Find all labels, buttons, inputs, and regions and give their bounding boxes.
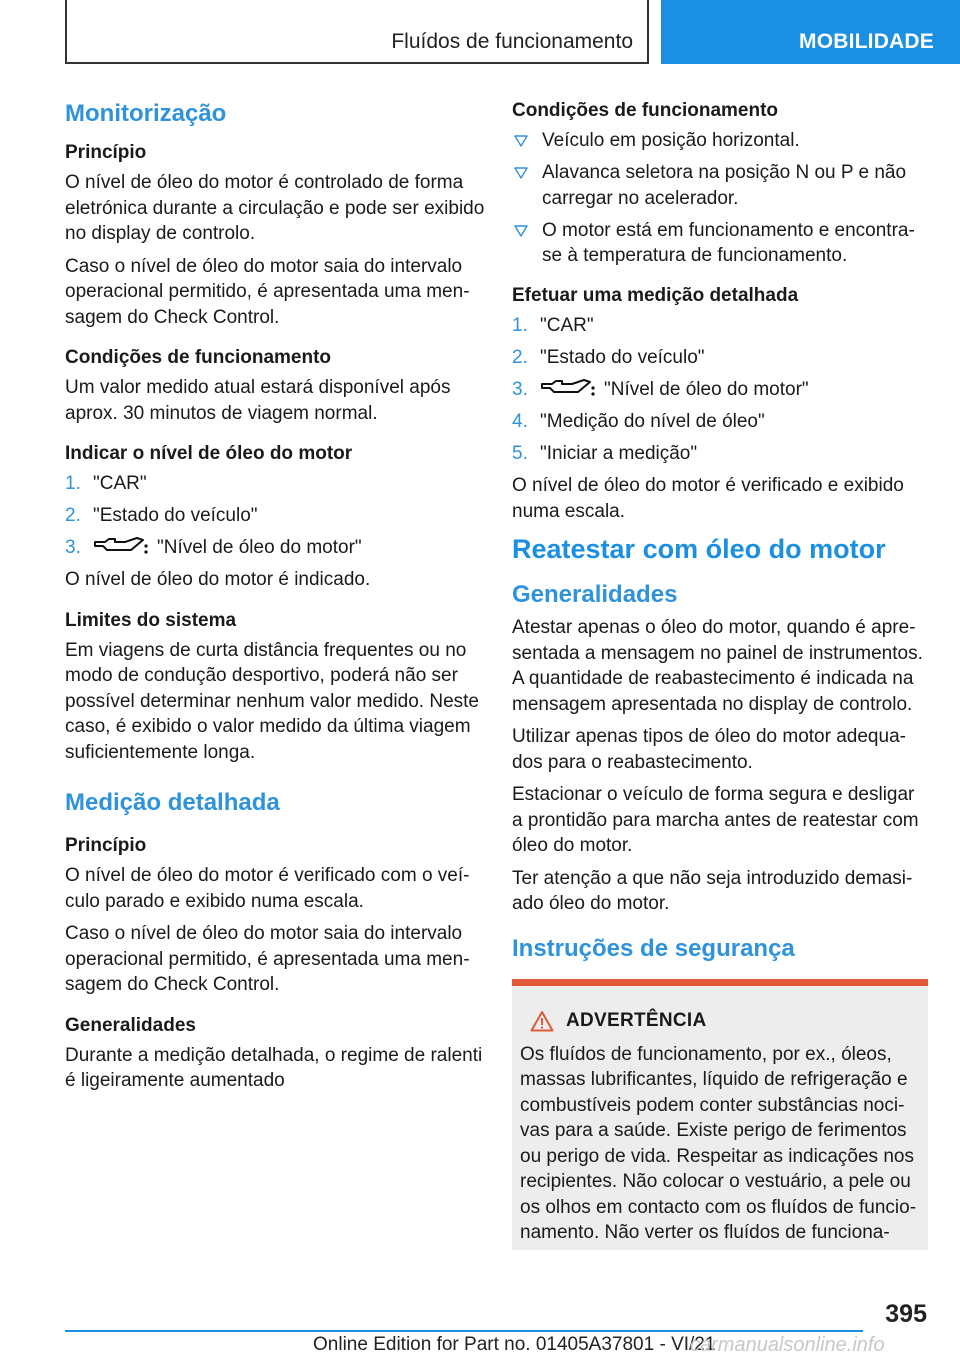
list-item: 5. "Iniciar a medição" <box>512 443 698 464</box>
footer-rule <box>65 1330 863 1332</box>
warning-box <box>512 979 928 1250</box>
limits-heading: Limites do sistema <box>65 609 237 631</box>
list-item: 4. "Medição do nível de óleo" <box>512 411 765 432</box>
measure-steps <box>512 313 928 467</box>
list-item: 1. "CAR" <box>65 473 147 494</box>
general-paragraph-4: Ter atenção a que não seja introduzido demasiado óleo do motor. <box>512 867 913 914</box>
safety-title: Instruções de segurança <box>512 934 795 962</box>
watermark: carmanualsonline.info <box>690 1334 885 1356</box>
principle-paragraph-1: O nível de óleo do motor é controlado de forma eletrónica durante a circulação e pode ser exibido no display de controlo. <box>65 172 485 244</box>
general-paragraph-3: Estacionar o veículo de forma segura e desligar a prontidão para marcha antes de reatestar com óleo do motor. <box>512 784 919 856</box>
list-item: 3. "Nível de óleo do motor" <box>512 379 809 400</box>
monitor-title: Monitorização <box>65 100 227 127</box>
oil-can-icon <box>93 536 149 556</box>
warning-header <box>520 1010 920 1032</box>
refill-title: Reatestar com óleo do motor <box>512 534 886 564</box>
triangle-bullet-icon <box>514 225 528 237</box>
list-item: 2. "Estado do veículo" <box>512 347 705 368</box>
principle-paragraph-2: Caso o nível de óleo do motor saia do intervalo operacional permitido, é apresentada uma mensagem do Check Control. <box>65 255 470 328</box>
edition-text: Online Edition for Part no. 01405A37801 - VI/21 <box>313 1334 716 1355</box>
page-number: 395 <box>885 1300 927 1328</box>
chapter-tab-label: MOBILIDADE <box>799 30 934 53</box>
measure-heading: Efetuar uma medição detalhada <box>512 285 799 306</box>
chapter-tab[interactable] <box>661 0 960 64</box>
limits-paragraph: Em viagens de curta distância frequentes ou no modo de condução desportivo, poderá não ser possível determinar nenhum valor medido. Neste caso, é exibido o valor medido da última viagem suficientemente longa. <box>65 639 479 763</box>
oil-can-icon <box>540 378 596 398</box>
detail-title: Medição detalhada <box>65 789 280 816</box>
indicate-paragraph: O nível de óleo do motor é indicado. <box>65 569 371 590</box>
left-column <box>65 100 485 1101</box>
general-title: Generalidades <box>512 581 678 608</box>
list-item: O motor está em funcionamento e encontra-se à temperatura de funcionamento. <box>512 218 928 269</box>
triangle-bullet-icon <box>514 135 528 147</box>
right-conditions-heading: Condições de funcionamento <box>512 100 779 121</box>
indicate-steps <box>65 471 485 561</box>
conditions-heading: Condições de funcionamento <box>65 347 332 368</box>
general-paragraph-1: Atestar apenas o óleo do motor, quando é apresentada a mensagem no painel de instrumentos. A quantidade de reabastecimento é indicada na mensagem apresentada no display de controlo. <box>512 617 923 715</box>
triangle-bullet-icon <box>514 167 528 179</box>
list-item: Alavanca seletora na posição N ou P e não carregar no acelerador. <box>512 160 928 211</box>
measure-paragraph: O nível de óleo do motor é verificado e exibido numa escala. <box>512 475 904 522</box>
conditions-list <box>512 128 928 269</box>
detail-paragraph-1: O nível de óleo do motor é verificado com o veículo parado e exibido numa escala. <box>65 865 470 912</box>
warning-triangle-icon <box>530 1010 554 1032</box>
list-item: Veículo em posição horizontal. <box>512 128 928 154</box>
list-item: 2. "Estado do veículo" <box>65 505 258 526</box>
principle-heading: Princípio <box>65 142 147 163</box>
detail-principle-heading: Princípio <box>65 835 147 856</box>
warning-label: ADVERTÊNCIA <box>566 1009 707 1031</box>
general-paragraph-2: Utilizar apenas tipos de óleo do motor adequados para o reabastecimento. <box>512 726 906 773</box>
detail-paragraph-2: Caso o nível de óleo do motor saia do intervalo operacional permitido, é apresentada uma mensagem do Check Control. <box>65 923 470 995</box>
header-frame <box>65 0 649 64</box>
conditions-paragraph: Um valor medido atual estará disponível após aprox. 30 minutos de viagem normal. <box>65 377 451 424</box>
general-paragraph: Durante a medição detalhada, o regime de ralenti é ligeiramente aumentado <box>65 1044 483 1091</box>
list-item: 1. "CAR" <box>512 315 594 336</box>
list-item: 3. "Nível de óleo do motor" <box>65 537 362 558</box>
section-title: Fluídos de funcionamento <box>391 30 633 53</box>
indicate-heading: Indicar o nível de óleo do motor <box>65 443 353 464</box>
right-column <box>512 100 928 1250</box>
warning-paragraph: Os fluídos de funcionamento, por ex., óleos, massas lubrificantes, líquido de refrigeração e combustíveis podem conter substâncias nocivas para a saúde. Existe perigo de ferimentos ou perigo de vida. Respeitar as indicações nos recipientes. Não colocar o vestuário, a pele ou os olhos em contacto com os fluídos de funcionamento. Não verter os fluídos de funciona- <box>520 1043 917 1243</box>
general-heading: Generalidades <box>65 1014 196 1036</box>
